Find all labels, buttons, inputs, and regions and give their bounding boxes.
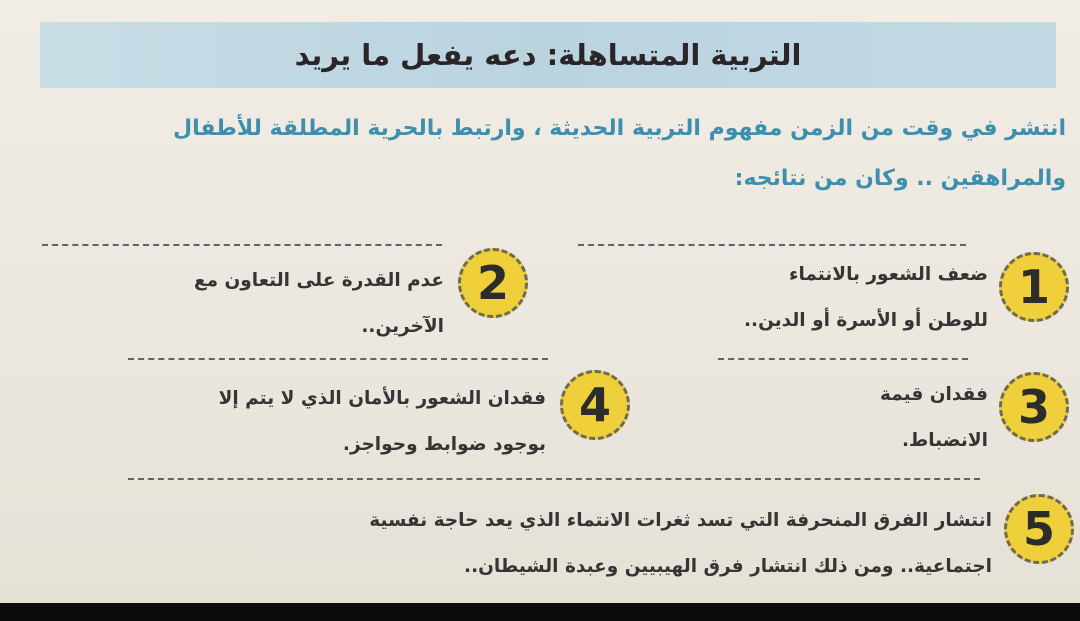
intro-line-2: والمراهقين .. وكان من نتائجه: bbox=[734, 166, 1066, 191]
list-item-2-line-1: عدم القدرة على التعاون مع bbox=[193, 270, 444, 291]
separator-left-2 bbox=[128, 358, 548, 360]
article-title: التربية المتساهلة: دعه يفعل ما يريد bbox=[294, 38, 802, 72]
list-item-3 bbox=[698, 372, 988, 464]
separator-right-2 bbox=[718, 358, 968, 360]
separator-full bbox=[128, 478, 980, 480]
list-item-5-line-1: انتشار الفرق المنحرفة التي تسد ثغرات الانتماء الذي يعد حاجة نفسية bbox=[369, 510, 992, 531]
badge-number-5 bbox=[1004, 494, 1074, 564]
list-item-1 bbox=[588, 252, 988, 344]
list-item-3-line-1: فقدان قيمة bbox=[880, 384, 988, 405]
list-item-1-line-2: للوطن أو الأسرة أو الدين.. bbox=[744, 310, 988, 331]
badge-number-2 bbox=[458, 248, 528, 318]
separator-right-1 bbox=[578, 244, 966, 246]
list-item-4 bbox=[26, 376, 546, 468]
list-item-2 bbox=[34, 258, 444, 350]
badge-number-1 bbox=[999, 252, 1069, 322]
badge-number-5-label: 5 bbox=[1022, 502, 1055, 556]
list-item-5-line-2: اجتماعية.. ومن ذلك انتشار فرق الهيبيين وعبدة الشيطان.. bbox=[464, 556, 992, 577]
list-item-2-line-2: الآخرين.. bbox=[361, 316, 444, 337]
badge-number-3-label: 3 bbox=[1017, 380, 1050, 434]
intro-paragraph bbox=[26, 104, 1066, 204]
list-item-1-line-1: ضعف الشعور بالانتماء bbox=[788, 264, 988, 285]
badge-number-3 bbox=[999, 372, 1069, 442]
list-item-4-line-2: بوجود ضوابط وحواجز. bbox=[342, 434, 546, 455]
badge-number-2-label: 2 bbox=[476, 256, 509, 310]
bottom-dark-strip bbox=[0, 603, 1080, 621]
badge-number-4 bbox=[560, 370, 630, 440]
list-item-4-line-1: فقدان الشعور بالأمان الذي لا يتم إلا bbox=[218, 388, 546, 409]
badge-number-4-label: 4 bbox=[578, 378, 611, 432]
list-item-5 bbox=[12, 498, 992, 590]
intro-line-1: انتشر في وقت من الزمن مفهوم التربية الحديثة ، وارتبط بالحرية المطلقة للأطفال bbox=[173, 116, 1066, 141]
badge-number-1-label: 1 bbox=[1017, 260, 1050, 314]
title-banner bbox=[40, 22, 1056, 88]
list-item-3-line-2: الانضباط. bbox=[901, 430, 988, 451]
separator-left-1 bbox=[42, 244, 442, 246]
